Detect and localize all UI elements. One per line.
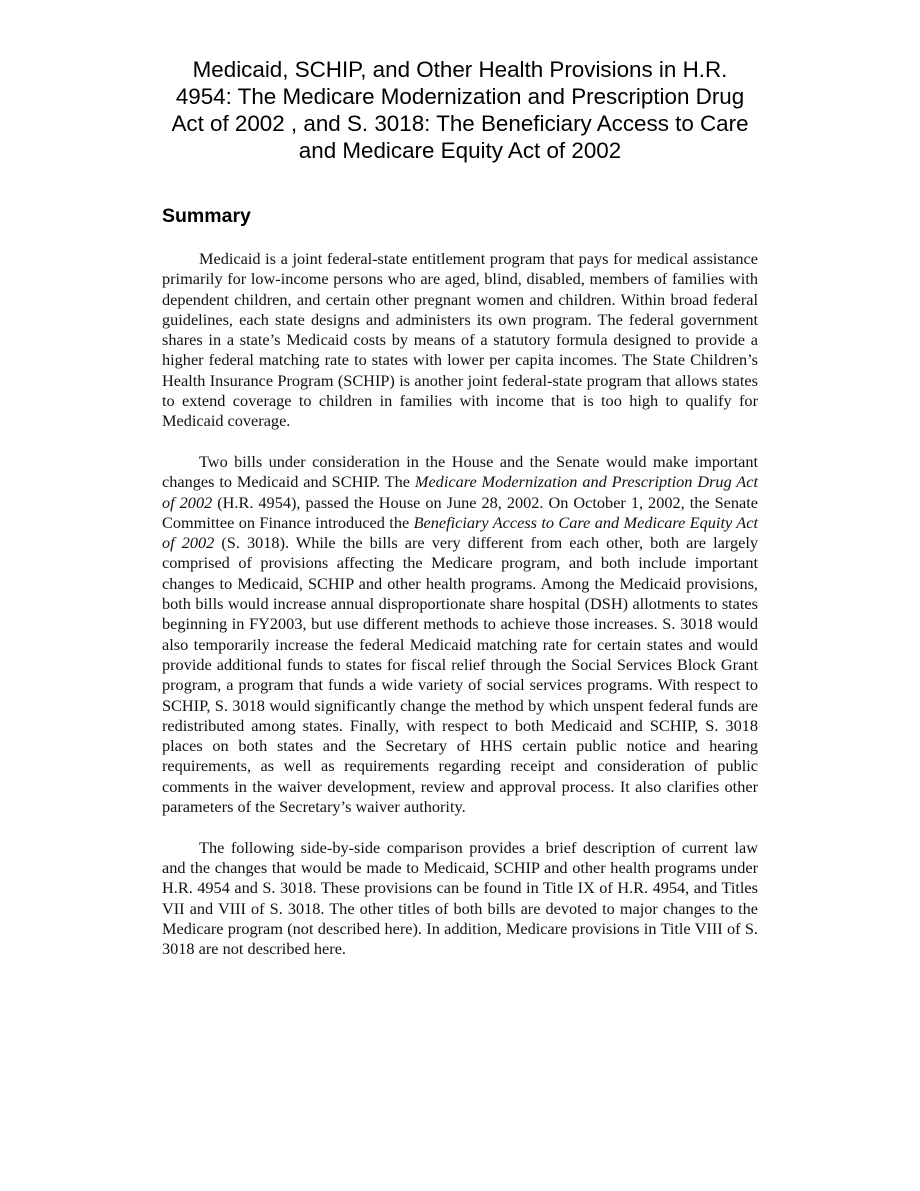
summary-paragraph-2 bbox=[162, 452, 758, 817]
summary-paragraph-1: Medicaid is a joint federal-state entitlement program that pays for medical assistance primarily for low-income persons who are aged, blind, disabled, members of families with dependent children, and certain other pregnant women and children. Within broad federal guidelines, each state designs and administers its own program. The federal government shares in a state’s Medicaid costs by means of a statutory formula designed to provide a higher federal matching rate to states with lower per capita incomes. The State Children’s Health Insurance Program (SCHIP) is another joint federal-state program that allows states to extend coverage to children in families with income that is too high to qualify for Medicaid coverage. bbox=[162, 249, 758, 431]
paragraph-2-text-3: (S. 3018). While the bills are very different from each other, both are largely comprised of provisions affecting the Medicare program, and both include important changes to Medicaid, SCHIP and other health programs. Among the Medicaid provisions, both bills would increase annual disproportionate share hospital (DSH) allotments to states beginning in FY2003, but use different methods to achieve those increases. S. 3018 would also temporarily increase the federal Medicaid matching rate for certain states and would provide additional funds to states for fiscal relief through the Social Services Block Grant program, a program that funds a wide variety of social services programs. With respect to SCHIP, S. 3018 would significantly change the method by which unspent federal funds are redistributed among states. Finally, with respect to both Medicaid and SCHIP, S. 3018 places on both states and the Secretary of HHS certain public notice and hearing requirements, as well as requirements regarding receipt and consideration of public comments in the waiver development, review and approval process. It also clarifies other parameters of the Secretary’s waiver authority. bbox=[162, 533, 758, 817]
bill-title-s3018: Beneficiary Access to Care and Medicare Equity Act of 2002 bbox=[162, 512, 758, 553]
summary-heading: Summary bbox=[162, 205, 251, 227]
paragraph-2-text-2: (H.R. 4954), passed the House on June 28, 2002. On October 1, 2002, the Senate Committee on Finance introduced the bbox=[162, 492, 758, 532]
bill-title-hr4954: Medicare Modernization and Prescription Drug Act of 2002 bbox=[162, 472, 758, 512]
document-title: Medicaid, SCHIP, and Other Health Provisions in H.R. 4954: The Medicare Modernization and Prescription Drug Act of 2002 , and S. 3018: The Beneficiary Access to Care and Medicare Equity Act of 2002 bbox=[171, 57, 749, 163]
summary-paragraph-3: The following side-by-side comparison provides a brief description of current law and the changes that would be made to Medicaid, SCHIP and other health programs under H.R. 4954 and S. 3018. These provisions can be found in Title IX of H.R. 4954, and Titles VII and VIII of S. 3018. The other titles of both bills are devoted to major changes to the Medicare program (not described here). In addition, Medicare provisions in Title VIII of S. 3018 are not described here. bbox=[162, 837, 758, 959]
paragraph-2-text-1: Two bills under consideration in the House and the Senate would make important changes to Medicaid and SCHIP. The bbox=[162, 451, 758, 492]
document-page bbox=[162, 56, 758, 959]
